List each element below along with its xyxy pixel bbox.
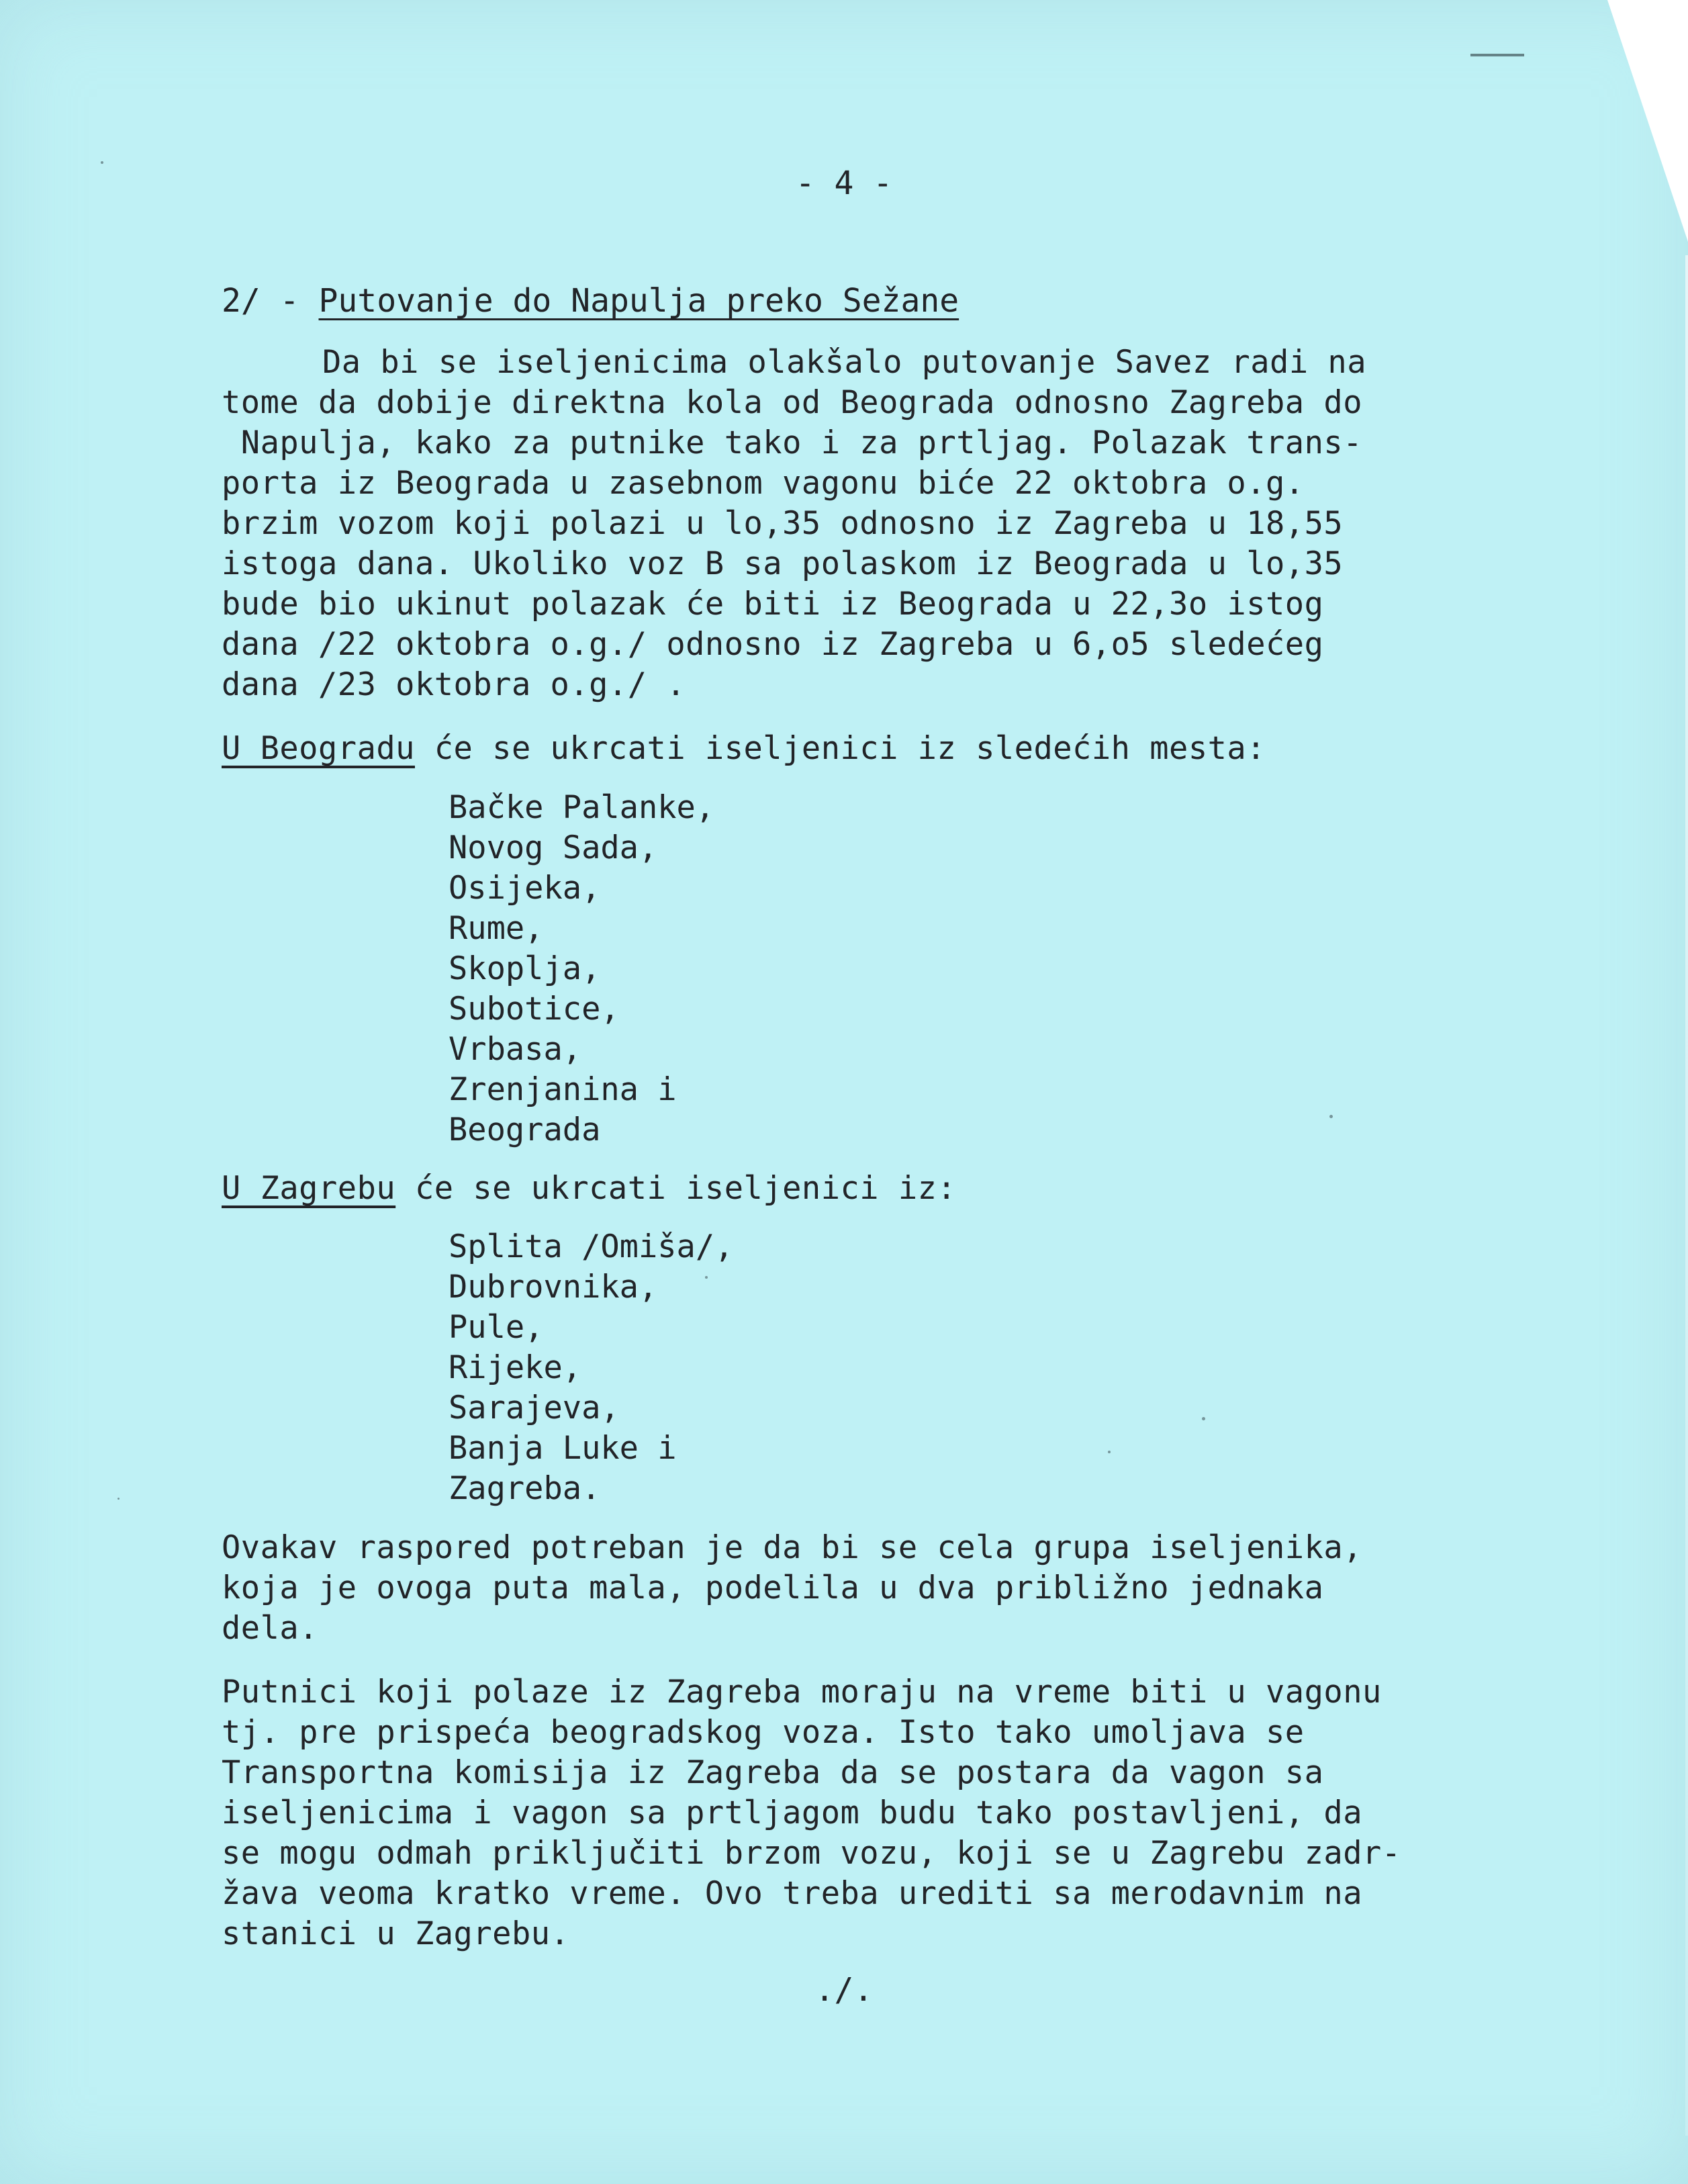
list-item: Sarajeva,: [449, 1390, 620, 1426]
list-item: Skoplja,: [449, 950, 601, 987]
paragraph-line: bude bio ukinut polazak će biti iz Beograda u 22,3o istog: [222, 586, 1324, 623]
paragraph-line: Da bi se iseljenicima olakšalo putovanje Savez radi na: [322, 344, 1367, 381]
paragraph-line: Transportna komisija iz Zagreba da se postara da vagon sa: [222, 1754, 1324, 1791]
section-heading: [222, 282, 959, 320]
list-item: Banja Luke i: [449, 1430, 677, 1467]
continuation-mark: ./.: [814, 1971, 874, 2009]
paragraph-line: žava veoma kratko vreme. Ovo treba urediti sa merodavnim na: [222, 1875, 1362, 1912]
paragraph-line: tome da dobije direktna kola od Beograda odnosno Zagreba do: [222, 384, 1362, 421]
list-item: Subotice,: [449, 991, 620, 1028]
paragraph-line: koja je ovoga puta mala, podelila u dva približno jednaka: [222, 1569, 1324, 1606]
list-item: Osijeka,: [449, 870, 601, 907]
paragraph-line: dela.: [222, 1610, 318, 1647]
page-edge: [1685, 255, 1688, 2136]
paragraph-line: brzim vozom koji polazi u lo,35 odnosno iz Zagreba u 18,55: [222, 505, 1344, 542]
paragraph-line: tj. pre prispeća beogradskog voza. Isto tako umoljava se: [222, 1714, 1305, 1751]
section-number: 2/ -: [222, 282, 299, 320]
paragraph-line: dana /22 oktobra o.g./ odnosno iz Zagreba u 6,o5 sledećeg: [222, 626, 1324, 663]
zagreb-intro-text: će se ukrcati iseljenici iz:: [395, 1170, 957, 1207]
list-item: Dubrovnika,: [449, 1269, 658, 1306]
paragraph-line: se mogu odmah priključiti brzom vozu, koji se u Zagrebu zadr-: [222, 1835, 1401, 1872]
paragraph-line: Putnici koji polaze iz Zagreba moraju na vreme biti u vagonu: [222, 1674, 1382, 1711]
paragraph-line: stanici u Zagrebu.: [222, 1915, 570, 1952]
paper-speck: [101, 161, 103, 164]
list-item: Rijeke,: [449, 1349, 582, 1386]
paragraph-line: Napulja, kako za putnike tako i za prtljag. Polazak trans-: [222, 424, 1362, 461]
belgrade-intro-text: će se ukrcati iseljenici iz sledećih mesta:: [414, 730, 1266, 767]
list-item: Splita /Omiša/,: [449, 1228, 734, 1265]
page-corner-edge: [1607, 0, 1688, 242]
list-item: Pule,: [449, 1309, 544, 1346]
paragraph-line: dana /23 oktobra o.g./ .: [222, 666, 686, 703]
paragraph-line: Ovakav raspored potreban je da bi se cela grupa iseljenika,: [222, 1529, 1362, 1566]
list-item: Zrenjanina i: [449, 1071, 677, 1108]
paper-speck: [118, 1498, 120, 1500]
list-item: Zagreba.: [449, 1470, 601, 1507]
belgrade-label: U Beogradu: [222, 730, 415, 767]
list-item: Vrbasa,: [449, 1031, 582, 1068]
paper-speck: [1202, 1417, 1205, 1420]
zagreb-label: U Zagrebu: [222, 1170, 396, 1207]
staple-mark: [1470, 54, 1524, 66]
paragraph-line: porta iz Beograda u zasebnom vagonu biće 22 oktobra o.g.: [222, 465, 1305, 502]
section-title: Putovanje do Napulja preko Sežane: [318, 282, 959, 320]
list-item: Bačke Palanke,: [449, 789, 715, 826]
paragraph-line: istoga dana. Ukoliko voz B sa polaskom iz Beograda u lo,35: [222, 545, 1344, 582]
paper-speck: [1329, 1115, 1333, 1118]
list-item: Rume,: [449, 910, 544, 947]
page-number: - 4 -: [795, 165, 893, 202]
paragraph-group-split: [222, 1528, 1362, 1649]
zagreb-boarding-intro: [222, 1169, 956, 1209]
belgrade-boarding-intro: [222, 729, 1266, 769]
paragraph-travel-arrangements: [222, 343, 1366, 705]
belgrade-city-list: [449, 788, 714, 1150]
zagreb-city-list: [449, 1227, 733, 1509]
list-item: Novog Sada,: [449, 829, 658, 866]
list-item: Beograda: [449, 1111, 601, 1148]
paper-speck: [1108, 1451, 1111, 1453]
paper-speck: [705, 1276, 708, 1279]
paragraph-zagreb-passengers: [222, 1672, 1401, 1954]
paragraph-line: iseljenicima i vagon sa prtljagom budu tako postavljeni, da: [222, 1794, 1362, 1831]
